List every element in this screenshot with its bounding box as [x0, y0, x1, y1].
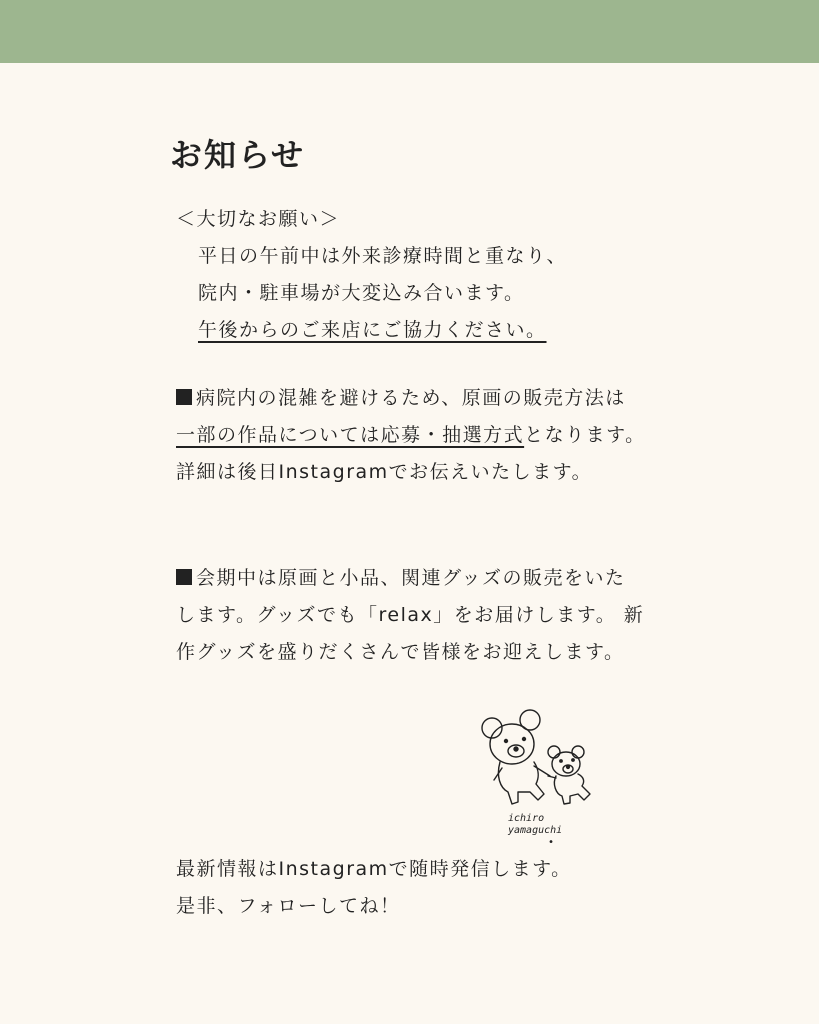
- signature-line-1: ichiro: [508, 813, 545, 824]
- footer-note: [176, 851, 646, 925]
- notice-1-underlined: 一部の作品については応募・抽選方式: [176, 424, 525, 446]
- notice-1-post: となります。詳細は後日Instagramでお伝えいたします。: [176, 424, 646, 483]
- signature-line-2: yamaguchi: [508, 825, 563, 836]
- request-line-2: 院内・駐車場が大変込み合います。: [198, 282, 525, 304]
- notice-sales-method: [176, 380, 646, 491]
- notice-2-text: 会期中は原画と小品、関連グッズの販売をいたします。グッズでも「relax」をお届けします。 新作グッズを盛りだくさんで皆様をお迎えします。: [176, 567, 645, 663]
- header-band: [0, 0, 819, 63]
- request-line-1: 平日の午前中は外来診療時間と重なり、: [198, 245, 568, 267]
- page-title: お知らせ: [170, 136, 306, 174]
- request-heading: ＜大切なお願い＞: [176, 208, 341, 230]
- square-bullet-icon: [176, 389, 192, 405]
- illustration-signature: [508, 813, 628, 849]
- notice-1-pre: 病院内の混雑を避けるため、原画の販売方法は: [196, 387, 626, 409]
- square-bullet-icon: [176, 569, 192, 585]
- footer-line-1: 最新情報はInstagramで随時発信します。: [176, 858, 572, 880]
- signature-dot: •: [548, 837, 555, 848]
- request-section: [176, 201, 646, 349]
- notice-goods: [176, 560, 646, 671]
- footer-line-2: 是非、フォローしてね！: [176, 895, 401, 917]
- request-line-3: 午後からのご来店にご協力ください。: [198, 319, 547, 341]
